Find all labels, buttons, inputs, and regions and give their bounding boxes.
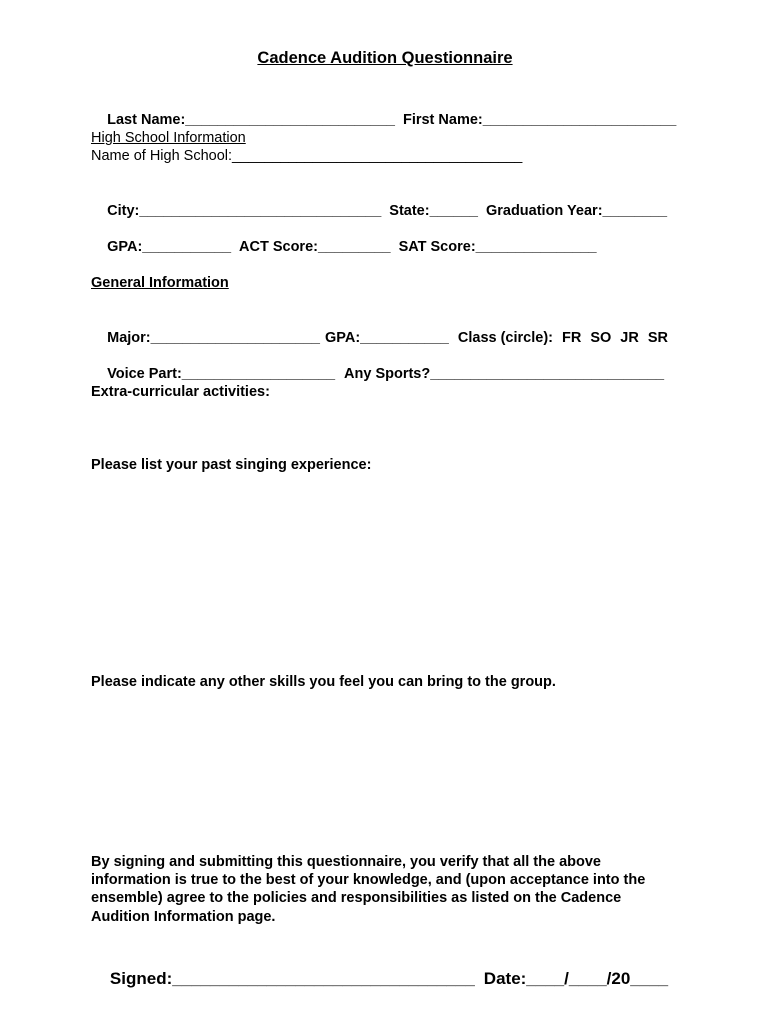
city-field[interactable]: City:______________________________ xyxy=(107,203,382,219)
general-information-heading: General Information xyxy=(91,275,229,291)
extracurricular-label: Extra-curricular activities: xyxy=(91,384,270,400)
agreement-paragraph: By signing and submitting this questionnaire, you verify that all the above information is true to the best of your knowledge, and (upon acceptance into the ensemble) agree to the policies and responsibilities as listed on the Cadence Audition Information page. xyxy=(91,854,646,925)
high-school-name-field[interactable]: Name of High School:____________________________________ xyxy=(91,148,523,164)
singing-experience-prompt: Please list your past singing experience: xyxy=(91,457,372,473)
scores-row xyxy=(91,220,597,274)
class-option-so[interactable]: SO xyxy=(590,330,612,346)
signature-field[interactable]: Signed:________________________________ xyxy=(109,969,475,988)
signature-row xyxy=(91,949,668,1009)
other-skills-prompt: Please indicate any other skills you feel you can bring to the group. xyxy=(91,674,556,690)
document-title: Cadence Audition Questionnaire xyxy=(257,49,513,67)
state-field[interactable]: State:______ xyxy=(389,203,478,219)
class-option-sr[interactable]: SR xyxy=(647,330,668,346)
class-option-jr[interactable]: JR xyxy=(620,330,639,346)
sports-field[interactable]: Any Sports?_____________________________ xyxy=(344,366,665,382)
act-score-field[interactable]: ACT Score:_________ xyxy=(239,239,391,255)
class-label: Class (circle): xyxy=(457,330,553,346)
first-name-field[interactable]: First Name:________________________ xyxy=(402,112,677,128)
class-option-fr[interactable]: FR xyxy=(561,330,582,346)
graduation-year-field[interactable]: Graduation Year:________ xyxy=(485,203,668,219)
sat-score-field[interactable]: SAT Score:_______________ xyxy=(398,239,597,255)
hs-gpa-field[interactable]: GPA:___________ xyxy=(107,239,232,255)
date-field[interactable]: Date:____/____/20____ xyxy=(483,969,669,988)
voice-part-field[interactable]: Voice Part:___________________ xyxy=(107,366,336,382)
high-school-heading: High School Information xyxy=(91,130,246,146)
college-gpa-field[interactable]: GPA:___________ xyxy=(324,330,449,346)
last-name-field[interactable]: Last Name:__________________________ xyxy=(107,112,395,128)
major-field[interactable]: Major:_____________________ xyxy=(107,330,320,346)
